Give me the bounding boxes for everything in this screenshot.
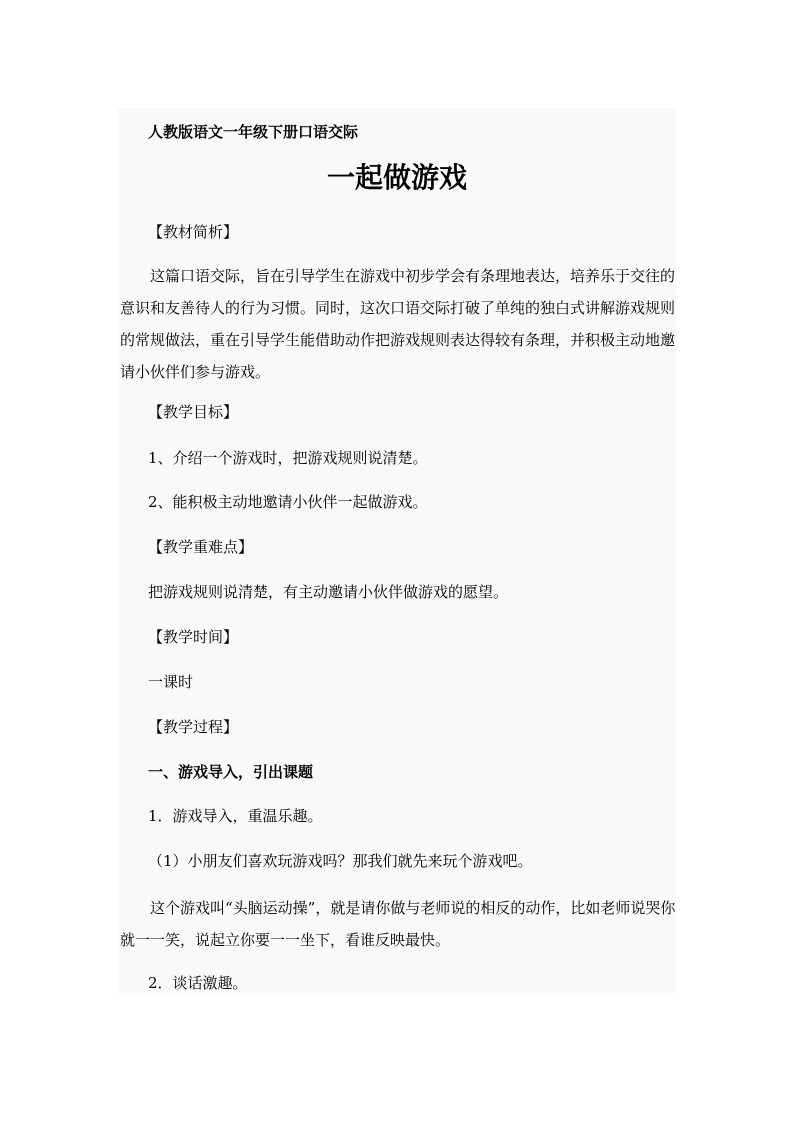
section-heading-analysis: 【教材简析】 — [148, 223, 239, 241]
section-heading-time: 【教学时间】 — [148, 628, 239, 646]
key-points-text: 把游戏规则说清楚，有主动邀请小伙伴做游戏的愿望。 — [148, 583, 509, 601]
step-1-heading: 一、游戏导入，引出课题 — [148, 763, 314, 781]
goal-item-1: 1、介绍一个游戏时，把游戏规则说清楚。 — [148, 449, 428, 467]
game-description: 这个游戏叫“头脑运动操”，就是请你做与老师说的相反的动作，比如老师说哭你就一一笑，说起立你要一一坐下，看谁反映最快。 — [120, 899, 676, 949]
time-text: 一课时 — [148, 673, 194, 691]
goal-item-2: 2、能积极主动地邀请小伙伴一起做游戏。 — [148, 493, 428, 511]
analysis-paragraph: 这篇口语交际，旨在引导学生在游戏中初步学会有条理地表达，培养乐于交往的意识和友善待人的行为习惯。同时，这次口语交际打破了单纯的独白式讲解游戏规则的常规做法，重在引导学生能借助动作把游戏规则表达得较有条理，并积极主动地邀请小伙伴们参与游戏。 — [120, 267, 676, 381]
series-title: 人教版语文一年级下册口语交际 — [148, 123, 359, 141]
document-title: 一起做游戏 — [326, 161, 467, 194]
step-1-1: 1．游戏导入，重温乐趣。 — [148, 807, 323, 825]
step-1-1-a: （1）小朋友们喜欢玩游戏吗？那我们就先来玩个游戏吧。 — [148, 852, 533, 870]
section-heading-goals: 【教学目标】 — [148, 403, 239, 421]
step-1-2: 2．谈话激趣。 — [148, 974, 248, 992]
section-heading-key-points: 【教学重难点】 — [148, 538, 254, 556]
section-heading-process: 【教学过程】 — [148, 718, 239, 736]
